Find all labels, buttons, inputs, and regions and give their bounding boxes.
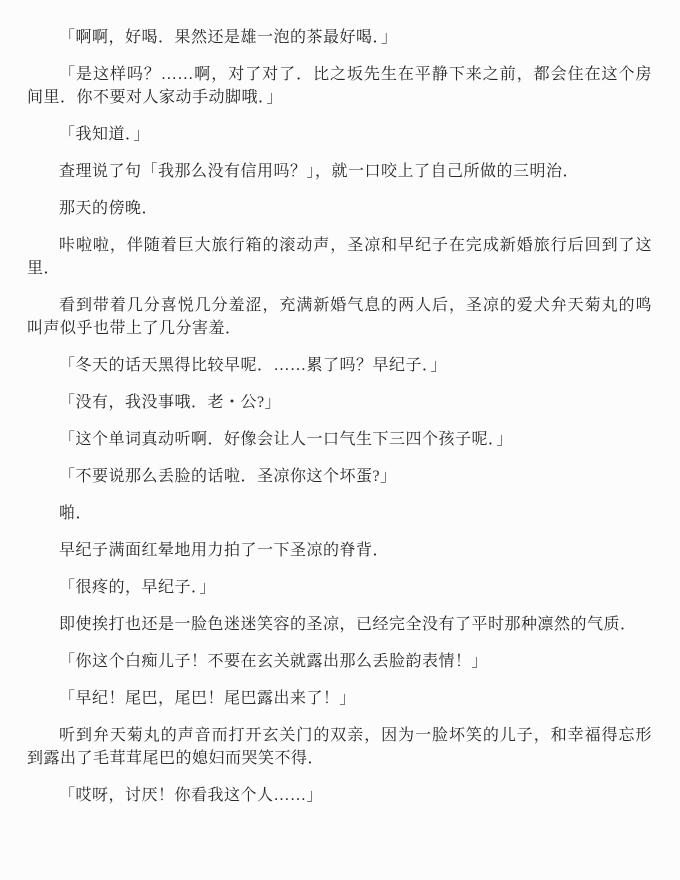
paragraph: 听到弁天菊丸的声音而打开玄关门的双亲，因为一脸坏笑的儿子，和幸福得忘形到露出了毛茸茸尾巴的媳妇而哭笑不得． xyxy=(27,727,652,767)
paragraph: 即使挨打也还是一脸色迷迷笑容的圣凉，已经完全没有了平时那种凛然的气质． xyxy=(59,616,637,633)
paragraph: 「没有，我没事哦．老・公?」 xyxy=(59,394,282,411)
paragraph: 「我知道．」 xyxy=(59,126,151,143)
paragraph: 「啊啊，好喝．果然还是雄一泡的茶最好喝．」 xyxy=(59,29,398,46)
paragraph: 啪． xyxy=(59,505,93,522)
paragraph: 那天的傍晚． xyxy=(59,200,159,217)
paragraph: 「不要说那么丢脸的话啦．圣凉你这个坏蛋?」 xyxy=(59,468,397,485)
paragraph: 「冬天的话天黑得比较早呢．……累了吗？早纪子．」 xyxy=(59,357,448,374)
paragraph: 「这个单词真动听啊．好像会让人一口气生下三四个孩子呢．」 xyxy=(59,431,514,448)
paragraph: 「是这样吗？……啊，对了对了．比之坂先生在平静下来之前，都会住在这个房间里．你不要对人家动手动脚哦．」 xyxy=(27,66,652,106)
paragraph: 查理说了句「我那么没有信用吗？」，就一口咬上了自己所做的三明治． xyxy=(59,163,580,180)
paragraph: 「你这个白痴儿子！不要在玄关就露出那么丢脸韵表情！」 xyxy=(59,653,489,670)
paragraph: 看到带着几分喜悦几分羞涩，充满新婚气息的两人后，圣凉的爱犬弁天菊丸的鸣叫声似乎也带上了几分害羞． xyxy=(27,297,652,337)
paragraph: 「哎呀，讨厌！你看我这个人……」 xyxy=(59,787,324,804)
paragraph: 「早纪！尾巴，尾巴！尾巴露出来了！」 xyxy=(59,690,357,707)
paragraph: 咔啦啦，伴随着巨大旅行箱的滚动声，圣凉和早纪子在完成新婚旅行后回到了这里． xyxy=(27,237,652,277)
paragraph: 「很疼的，早纪子．」 xyxy=(59,579,217,596)
paragraph: 早纪子满面红晕地用力拍了一下圣凉的脊背． xyxy=(59,542,390,559)
